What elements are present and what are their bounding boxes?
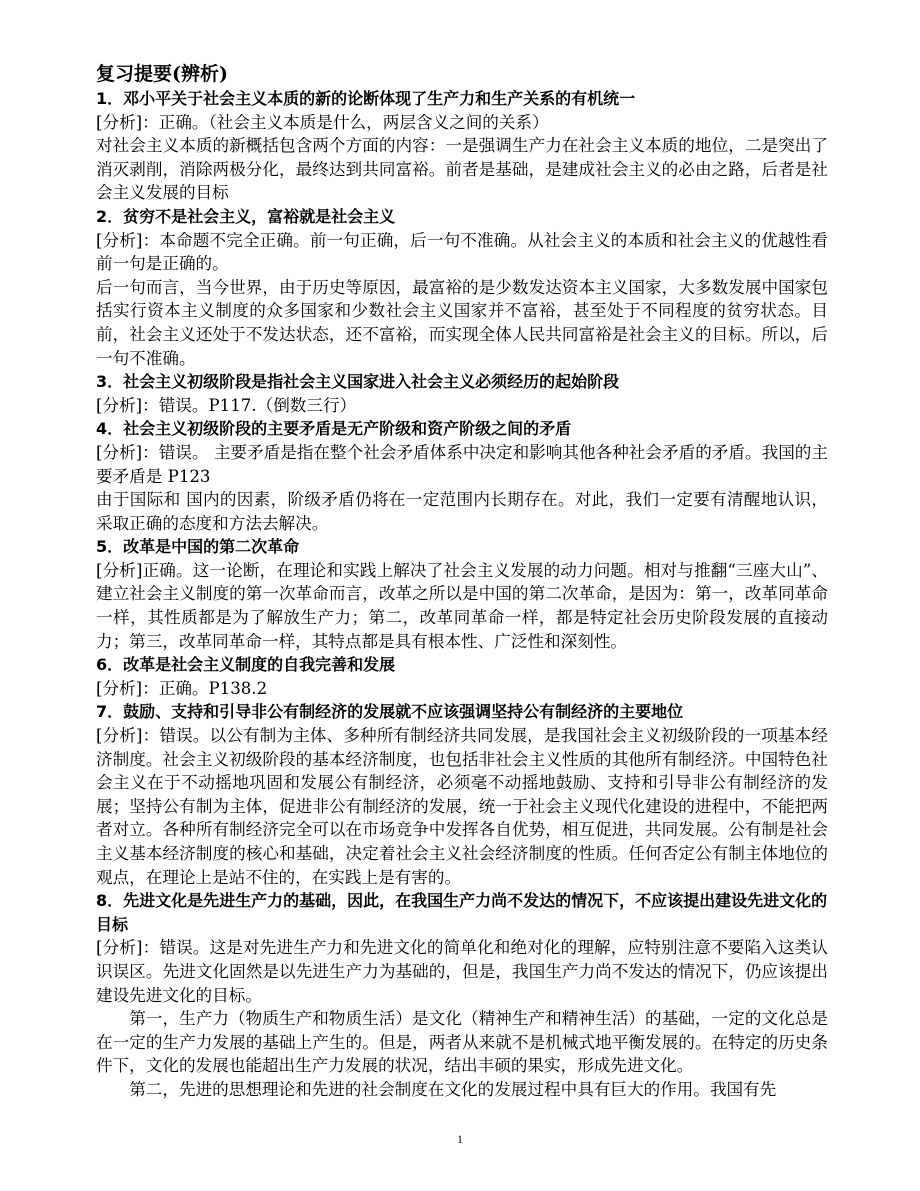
analysis-paragraph: [分析]：正确。P138.2 <box>96 678 268 698</box>
analysis-paragraph: 第二，先进的思想理论和先进的社会制度在文化的发展过程中具有巨大的作用。我国有先 <box>129 1079 777 1099</box>
item-list <box>96 87 828 1102</box>
analysis-paragraph: [分析]：错误。 主要矛盾是指在整个社会矛盾体系中决定和影响其他各种社会矛盾的矛盾。我国的主要矛盾是 P123 <box>96 442 828 486</box>
question-heading: 2．贫穷不是社会主义，富裕就是社会主义 <box>96 206 396 226</box>
analysis-paragraph: [分析]：错误。这是对先进生产力和先进文化的简单化和绝对化的理解，应特别注意不要陷入这类认识误区。先进文化固然是以先进生产力为基础的，但是，我国生产力尚不发达的情况下，仍应该提出建设先进文化的目标。 <box>96 938 828 1005</box>
question-heading: 5．改革是中国的第二次革命 <box>96 537 300 557</box>
document-title: 复习提要(辨析) <box>96 63 228 85</box>
analysis-paragraph: [分析]：错误。P117.（倒数三行） <box>96 395 357 415</box>
question-heading: 8．先进文化是先进生产力的基础，因此，在我国生产力尚不发达的情况下，不应该提出建设先进文化的目标 <box>96 891 828 934</box>
question-heading: 1．邓小平关于社会主义本质的新的论断体现了生产力和生产关系的有机统一 <box>96 89 636 108</box>
analysis-paragraph: [分析]：错误。以公有制为主体、多种所有制经济共同发展，是我国社会主义初级阶段的一项基本经济制度。社会主义初级阶段的基本经济制度，也包括非社会主义性质的其他所有制经济。中国特色社会主义在于不动摇地巩固和发展公有制经济，必须毫不动摇地鼓励、支持和引导非公有制经济的发展；坚持公有制为主体，促进非公有制经济的发展，统一于社会主义现代化建设的进程中，不能把两者对立。各种所有制经济完全可以在市场竞争中发挥各自优势，相互促进，共同发展。公有制是社会主义基本经济制度的核心和基础，决定着社会主义社会经济制度的性质。任何否定公有制主体地位的观点，在理论上是站不住的，在实践上是有害的。 <box>96 726 828 887</box>
analysis-paragraph: [分析]：本命题不完全正确。前一句正确，后一句不准确。从社会主义的本质和社会主义的优越性看前一句是正确的。 <box>96 230 828 274</box>
analysis-paragraph: [分析]：正确。（社会主义本质是什么，两层含义之间的关系） <box>96 112 549 132</box>
analysis-paragraph: 第一，生产力（物质生产和物质生活）是文化（精神生产和精神生活）的基础，一定的文化总是在一定的生产力发展的基础上产生的。但是，两者从来就不是机械式地平衡发展的。在特定的历史条件下，文化的发展也能超出生产力发展的状况，结出丰硕的果实，形成先进文化。 <box>96 1009 828 1076</box>
question-heading: 7．鼓励、支持和引导非公有制经济的发展就不应该强调坚持公有制经济的主要地位 <box>96 702 684 722</box>
page-number: 1 <box>457 1132 463 1146</box>
question-heading: 6．改革是社会主义制度的自我完善和发展 <box>96 655 396 675</box>
question-heading: 4．社会主义初级阶段的主要矛盾是无产阶级和资产阶级之间的矛盾 <box>96 419 572 439</box>
analysis-paragraph: 后一句而言，当今世界，由于历史等原因，最富裕的是少数发达资本主义国家，大多数发展中国家包括实行资本主义制度的众多国家和少数社会主义国家并不富裕，甚至处于不同程度的贫穷状态。目前，社会主义还处于不发达状态，还不富裕，而实现全体人民共同富裕是社会主义的目标。所以，后一句不准确。 <box>96 277 828 368</box>
analysis-paragraph: 对社会主义本质的新概括包含两个方面的内容：一是强调生产力在社会主义本质的地位，二是突出了消灭剥削，消除两极分化，最终达到共同富裕。前者是基础，是建成社会主义的必由之路，后者是社会主义发展的目标 <box>96 136 828 203</box>
analysis-paragraph: [分析]正确。这一论断，在理论和实践上解决了社会主义发展的动力问题。相对与推翻“三座大山”、建立社会主义制度的第一次革命而言，改革之所以是中国的第二次革命，是因为：第一，改革同革命一样，其性质都是为了解放生产力；第二，改革同革命一样，都是特定社会历史阶段发展的直接动力；第三，改革同革命一样，其特点都是具有根本性、广泛性和深刻性。 <box>96 560 828 651</box>
analysis-paragraph: 由于国际和 国内的因素，阶级矛盾仍将在一定范围内长期存在。对此，我们一定要有清醒地认识，采取正确的态度和方法去解决。 <box>96 490 828 533</box>
document-body <box>96 62 828 1102</box>
question-heading: 3．社会主义初级阶段是指社会主义国家进入社会主义必须经历的起始阶段 <box>96 372 620 392</box>
